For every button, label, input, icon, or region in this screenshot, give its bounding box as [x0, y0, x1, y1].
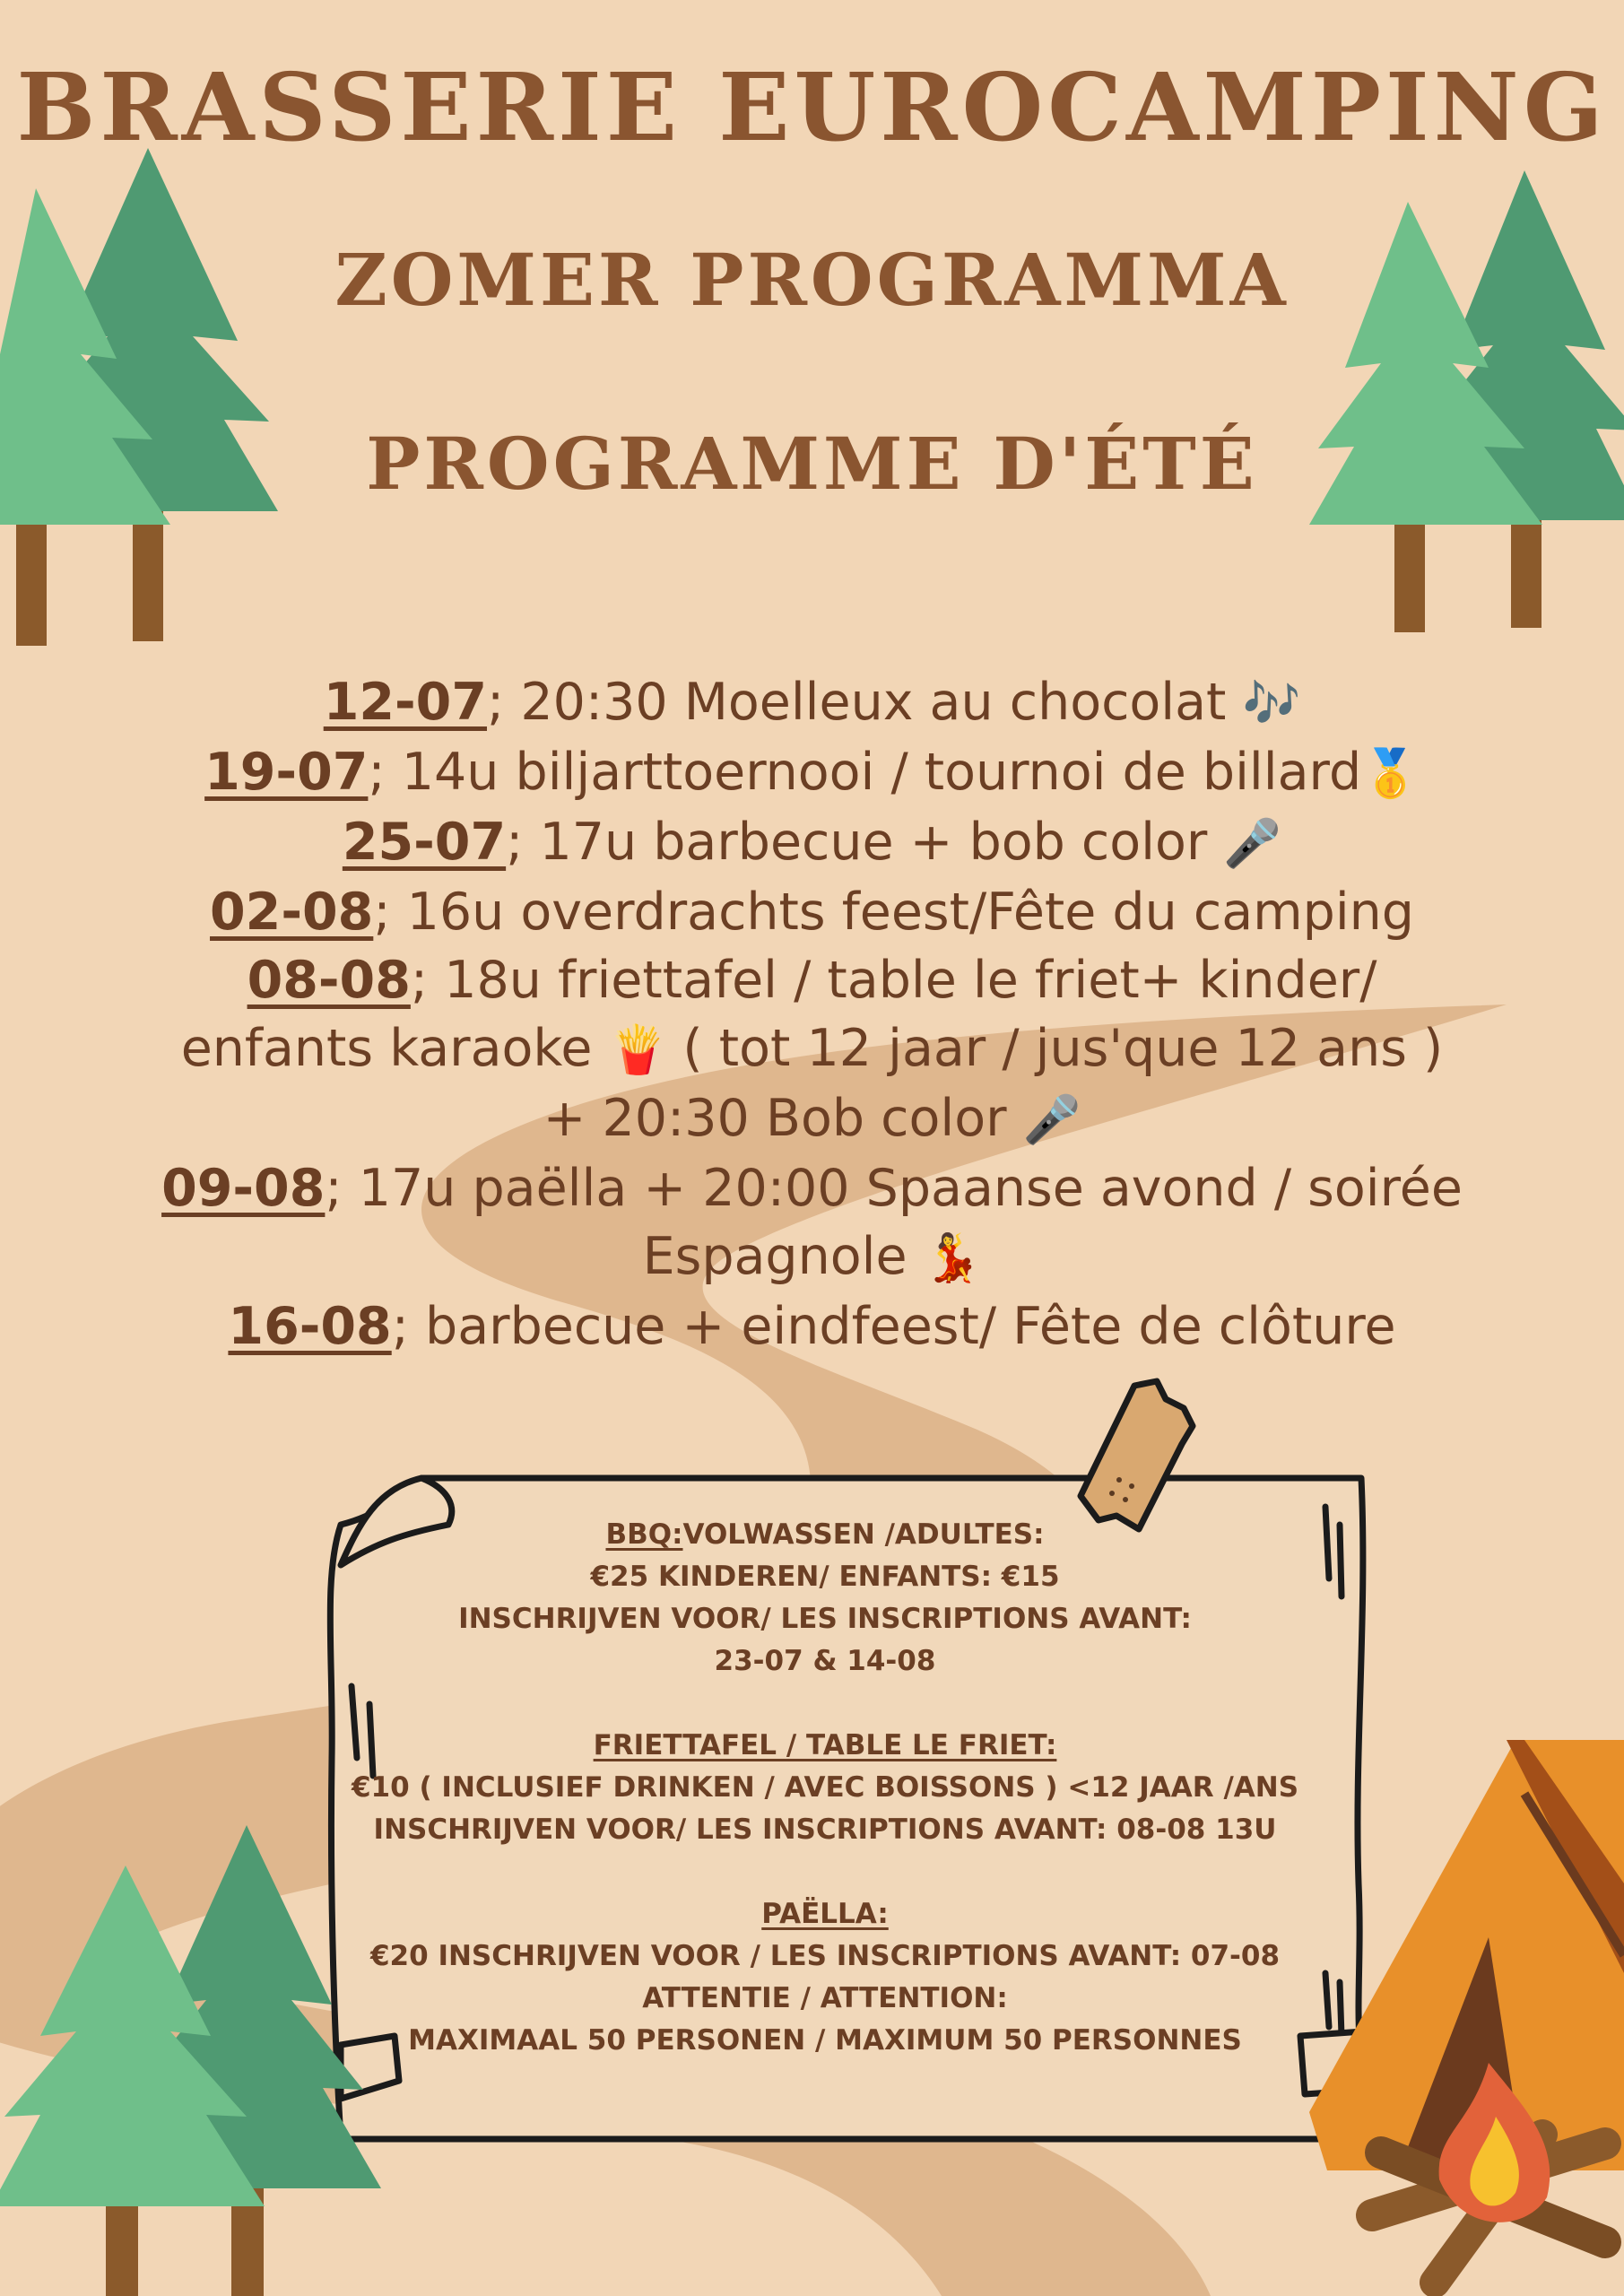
schedule-item-continuation [72, 1222, 1552, 1292]
page-title: BRASSERIE EUROCAMPING [16, 52, 1608, 162]
friet-price: €10 ( INCLUSIEF DRINKEN / AVEC BOISSONS ) <12 JAAR /ANS [351, 1771, 1299, 1804]
event-date: 12-07 [323, 673, 488, 732]
event-date: 19-07 [204, 743, 369, 802]
subtitle-french: PROGRAMME D'ÉTÉ [366, 422, 1258, 506]
event-date: 08-08 [247, 951, 411, 1010]
bbq-deadlines: 23-07 & 14-08 [714, 1645, 936, 1677]
event-schedule [72, 668, 1552, 1361]
schedule-item [72, 946, 1552, 1014]
event-date: 16-08 [228, 1297, 392, 1356]
event-description: ; 20:30 Moelleux au chocolat [487, 673, 1243, 732]
bbq-heading [332, 1514, 1318, 1556]
event-description: ( tot 12 jaar / jus'que 12 ans ) [666, 1019, 1444, 1078]
schedule-item [72, 878, 1552, 946]
event-description: ; 16u overdrachts feest/Fête du camping [373, 883, 1414, 942]
music-notes-icon: 🎶 [1242, 677, 1301, 731]
schedule-item [72, 668, 1552, 738]
event-description: ; 17u barbecue + bob color [506, 813, 1224, 872]
event-date: 02-08 [210, 883, 374, 942]
event-description: enfants karaoke [180, 1019, 609, 1078]
friet-heading: FRIETTAFEL / TABLE LE FRIET: [593, 1729, 1057, 1761]
event-date: 25-07 [342, 813, 507, 872]
paella-price: €20 INSCHRIJVEN VOOR / LES INSCRIPTIONS AVANT: 07-08 [369, 1940, 1281, 1972]
bbq-prices: €25 KINDEREN/ ENFANTS: €15 [590, 1561, 1060, 1593]
paella-heading: PAËLLA: [761, 1898, 889, 1930]
attention-label: ATTENTIE / ATTENTION: [642, 1982, 1008, 2014]
event-description: ; 18u friettafel / table le friet+ kinder/ [410, 951, 1377, 1010]
schedule-item [72, 1154, 1552, 1222]
event-description: Espagnole [642, 1227, 924, 1286]
medal-icon: 🥇 [1361, 747, 1420, 801]
event-date: 09-08 [161, 1159, 326, 1218]
schedule-item-continuation [72, 1014, 1552, 1084]
microphone-icon: 🎤 [1022, 1093, 1081, 1147]
pine-tree-icon [0, 148, 278, 646]
event-description: ; barbecue + eindfeest/ Fête de clôture [391, 1297, 1396, 1356]
microphone-icon: 🎤 [1223, 817, 1282, 871]
schedule-item [72, 738, 1552, 808]
event-description: + 20:30 Bob color [543, 1089, 1023, 1148]
event-description: ; 17u paëlla + 20:00 Spaanse avond / soirée [325, 1159, 1463, 1218]
price-info-scroll [332, 1514, 1318, 2062]
schedule-item-continuation [72, 1084, 1552, 1154]
subtitle-dutch: ZOMER PROGRAMMA [334, 238, 1290, 322]
bbq-label: BBQ: [605, 1518, 683, 1551]
bbq-adults-label: VOLWASSEN /ADULTES: [682, 1518, 1045, 1551]
schedule-item [72, 808, 1552, 878]
friet-registration: INSCHRIJVEN VOOR/ LES INSCRIPTIONS AVANT: 08-08 13U [373, 1813, 1277, 1846]
dancer-icon: 💃 [923, 1231, 982, 1285]
event-description: ; 14u biljarttoernooi / tournoi de billard [368, 743, 1362, 802]
schedule-item [72, 1292, 1552, 1361]
capacity-note: MAXIMAAL 50 PERSONEN / MAXIMUM 50 PERSONNES [408, 2024, 1242, 2057]
fries-icon: 🍟 [608, 1023, 667, 1077]
bbq-registration: INSCHRIJVEN VOOR/ LES INSCRIPTIONS AVANT: [458, 1603, 1192, 1635]
